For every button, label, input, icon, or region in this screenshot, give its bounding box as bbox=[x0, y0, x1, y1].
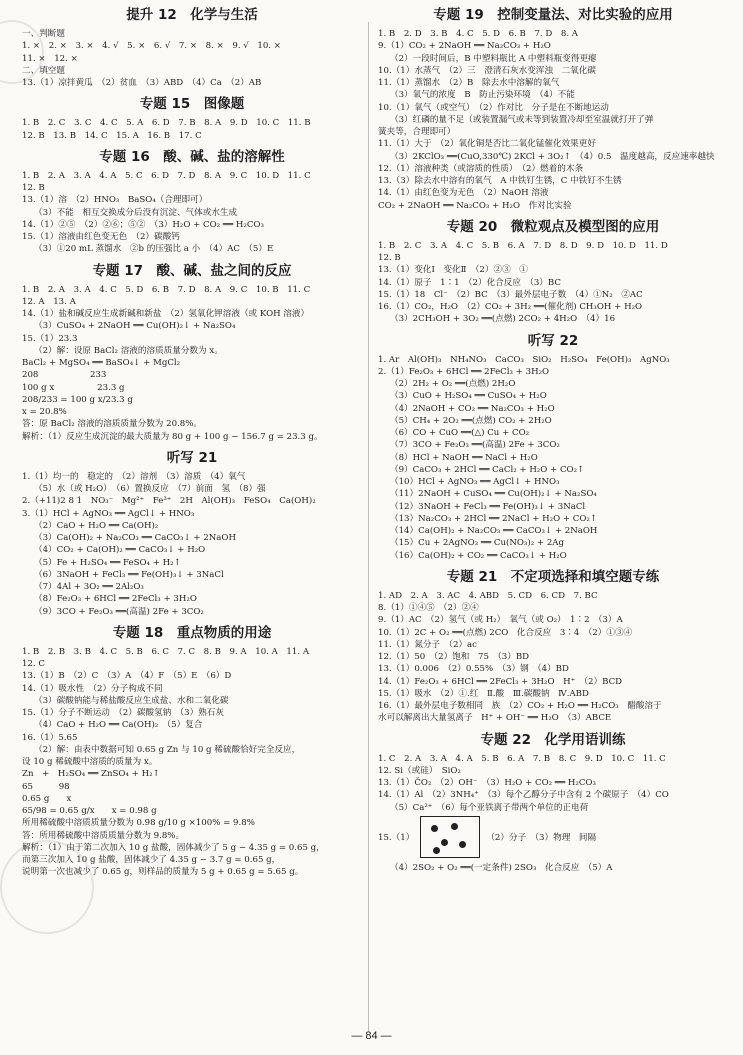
answer-line: （2）解：由表中数据可知 0.65 g Zn 与 10 g 稀硫酸恰好完全反应， bbox=[34, 744, 301, 755]
answer-line: （5）CH₄ + 2O₂ ══(点燃) CO₂ + 2H₂O bbox=[390, 415, 552, 426]
answer-line: 14.（1）吸水性 （2）分子构成不同 bbox=[22, 683, 163, 694]
answer-line: 1. Ar Al(OH)₃ NH₄NO₃ CaCO₃ SiO₂ H₂SO₄ Fe(OH)₃ AgNO₃ bbox=[378, 354, 670, 365]
section-title: 听写 22 bbox=[527, 332, 579, 349]
answer-text: （2）分子 （3）物理 间隔 bbox=[486, 832, 597, 843]
answer-line: Zn + H₂SO₄ ══ ZnSO₄ + H₂↑ bbox=[22, 769, 160, 780]
answer-line: 15.（1）分子不断运动 （2）碳酸氢钠 （3）熟石灰 bbox=[22, 708, 224, 718]
answer-line: 12.（1）50 （2）饱和 75 （3）BD bbox=[378, 652, 530, 662]
atom-dot bbox=[441, 839, 448, 846]
answer-line: （14）Ca(OH)₂ + Na₂CO₃ ══ CaCO₃↓ + 2NaOH bbox=[390, 526, 598, 536]
answer-line: 14.（1）②⑤ （2）②⑥；⑤② （3）H₂O + CO₂ ══ H₂CO₃ bbox=[22, 219, 264, 230]
answer-line: 所用稀硫酸中溶质质量分数为 0.98 g/10 g ×100% = 9.8% bbox=[22, 818, 255, 829]
atom-dot bbox=[451, 823, 458, 830]
section-title: 专题 19 控制变量法、对比实验的应用 bbox=[433, 7, 673, 23]
section-title: 提升 12 化学与生活 bbox=[126, 7, 258, 23]
answer-line: （8）HCl + NaOH ══ NaCl + H₂O bbox=[390, 452, 538, 463]
answer-line: 二、填空题 bbox=[22, 65, 65, 76]
section-title: 专题 21 不定项选择和填空题专练 bbox=[446, 568, 660, 585]
answer-line: （6）CO + CuO ══(△) Cu + CO₂ bbox=[390, 428, 530, 438]
answer-line: （2）2H₂ + O₂ ══(点燃) 2H₂O bbox=[390, 379, 516, 389]
answer-line: （12）3NaOH + FeCl₃ ══ Fe(OH)₃↓ + 3NaCl bbox=[390, 501, 586, 512]
answer-line: （4）2SO₂ + O₂ ══(一定条件) 2SO₃ 化合反应 （5）A bbox=[390, 862, 613, 873]
section-title: 听写 21 bbox=[166, 449, 218, 466]
answer-line: 16.（1）5.65 bbox=[22, 732, 78, 743]
answer-text: 15.（1） bbox=[378, 832, 415, 843]
answer-line: （2）一段时间后，B 中塑料瓶比 A 中塑料瓶变得更瘪 bbox=[390, 53, 597, 64]
answer-line: 13.（3）除去水中溶有的氧气 A 中铁钉生锈，C 中铁钉不生锈 bbox=[378, 176, 622, 186]
answer-line: （5）水（或 H₂O） （6）置换反应 （7）前面 氢 （8）强 bbox=[34, 484, 266, 494]
answer-line: 65/98 = 0.65 g/x x = 0.98 g bbox=[22, 806, 157, 816]
answer-line: 208/233 = 100 g x/23.3 g bbox=[22, 394, 133, 405]
answer-line: 1. B 2. A 3. A 4. C 5. D 6. B 7. D 8. A 9. C 10. B 11. C bbox=[22, 284, 311, 295]
answer-line: 1. B 2. C 3. A 4. C 5. B 6. A 7. D 8. D 9. D 10. D 11. D bbox=[378, 240, 668, 251]
answer-line: 13.（1）凉拌黄瓜 （2）贫血 （3）ABD （4）Ca （2）AB bbox=[22, 78, 262, 88]
answer-line: 0.65 g x bbox=[22, 793, 72, 804]
answer-line: （2）CaO + H₂O ══ Ca(OH)₂ bbox=[34, 520, 159, 531]
column-divider bbox=[368, 22, 369, 1032]
answer-line: 100 g x 23.3 g bbox=[22, 382, 125, 393]
answer-line: （8）Fe₂O₃ + 6HCl ══ 2FeCl₃ + 3H₂O bbox=[34, 594, 197, 605]
answer-line: 11.（1）蒸馏水 （2）B 除去水中溶解的氧气 bbox=[378, 78, 560, 88]
answer-line: 11.（1）氮分子 （2）ac bbox=[378, 639, 477, 650]
answer-line: （3）CuSO₄ + 2NaOH ══ Cu(OH)₂↓ + Na₂SO₄ bbox=[34, 321, 236, 332]
answer-line: （4）CaO + H₂O ══ Ca(OH)₂ （5）复合 bbox=[34, 720, 203, 731]
answer-line: 1. AD 2. A 3. AC 4. ABD 5. CD 6. CD 7. BC bbox=[378, 590, 598, 601]
answer-line: 12. A 13. A bbox=[22, 296, 76, 307]
answer-line: 10.（1）氧气（或空气） （2）作对比 分子是在不断地运动 bbox=[378, 102, 609, 113]
answer-line: 而第三次加入 10 g 盐酸，固体减少了 4.35 g − 3.7 g = 0.65 g， bbox=[22, 855, 281, 865]
answer-line: （3）CuO + H₂SO₄ ══ CuSO₄ + H₂O bbox=[390, 391, 547, 402]
answer-line: 12. B bbox=[378, 253, 401, 263]
answer-line: 解析：（1）反应生成沉淀的最大质量为 80 g + 100 g − 156.7 g = 23.3 g。 bbox=[22, 431, 323, 442]
answer-line: （3）不能 相互交换成分后没有沉淀、气体或水生成 bbox=[34, 207, 238, 218]
answer-line: 答：原 BaCl₂ 溶液的溶质质量分数为 20.8%。 bbox=[22, 419, 203, 430]
section-title: 专题 18 重点物质的用途 bbox=[112, 624, 272, 641]
answer-line: （3）氧气的浓度 B 防止污染环境 （4）不能 bbox=[390, 90, 575, 101]
answer-line: 10.（1）2C + O₂ ══(点燃) 2CO 化合反应 3∶4 （2）①③④ bbox=[378, 627, 633, 638]
answer-line: 15.（1）23.3 bbox=[22, 333, 78, 344]
answer-line: （6）3NaOH + FeCl₃ ══ Fe(OH)₃↓ + 3NaCl bbox=[34, 569, 224, 580]
answer-line: 1. B 2. C 3. C 4. C 5. A 6. D 7. B 8. A 9. D 10. C 11. B bbox=[22, 118, 311, 129]
answer-line: 14.（1）盐和碱反应生成新碱和新盐 （2）氢氧化钾溶液（或 KOH 溶液） bbox=[22, 309, 310, 319]
answer-line: 答：所用稀硫酸中溶质质量分数为 9.8%。 bbox=[22, 830, 185, 841]
atom-dot bbox=[459, 841, 466, 848]
answer-line: （7）3CO + Fe₂O₃ ══(高温) 2Fe + 3CO₂ bbox=[390, 440, 560, 451]
answer-line: 说明第一次也减少了 0.65 g，则样品的质量为 5 g + 0.65 g = 5.65 g。 bbox=[22, 867, 304, 878]
answer-line: 12.（1）溶液种类（或溶质的性质） （2）燃着的木条 bbox=[378, 163, 584, 174]
section-title: 专题 22 化学用语训练 bbox=[480, 731, 626, 748]
answer-line: 15.（1）溶液由红色变无色 （2）碳酸钙 bbox=[22, 232, 180, 242]
answer-line: （7）4Al + 3O₂ ══ 2Al₂O₃ bbox=[34, 582, 144, 592]
answer-line: 14.（1）原子 1∶1 （2）化合反应 （3）BC bbox=[378, 277, 561, 288]
answer-line: 14.（1）由红色变为无色 （2）NaOH 溶液 bbox=[378, 188, 549, 199]
answer-line: （9）CaCO₃ + 2HCl ══ CaCl₂ + H₂O + CO₂↑ bbox=[390, 464, 585, 475]
answer-line: 3.（1）HCl + AgNO₃ ══ AgCl↓ + HNO₃ bbox=[22, 508, 195, 519]
atom-dot bbox=[431, 825, 438, 832]
atom-dot bbox=[433, 847, 440, 854]
answer-line: （4）CO₂ + Ca(OH)₂ ══ CaCO₃↓ + H₂O bbox=[34, 545, 206, 556]
answer-line: 簧夹等，合理即可） bbox=[378, 127, 456, 137]
answer-line: （9）3CO + Fe₂O₃ ══(高温) 2Fe + 3CO₂ bbox=[34, 606, 204, 617]
answer-line: 1. B 2. B 3. B 4. C 5. B 6. C 7. C 8. B 9. A 10. A 11. A bbox=[22, 646, 310, 657]
answer-line: 一、判断题 bbox=[22, 29, 65, 39]
answer-line: 13.（1）B （2）C （3）A （4）F （5）E （6）D bbox=[22, 671, 232, 682]
answer-line: 12. C bbox=[22, 659, 45, 669]
answer-line: 13.（1）变化Ⅰ 变化Ⅱ （2）②③ ① bbox=[378, 265, 528, 276]
answer-line: （11）2NaOH + CuSO₄ ══ Cu(OH)₂↓ + Na₂SO₄ bbox=[390, 489, 597, 500]
answer-line: （3）红磷的量不足（或装置漏气或未等到装置冷却至室温就打开了弹 bbox=[390, 114, 654, 125]
answer-line: （2）解：设原 BaCl₂ 溶液的溶质质量分数为 x。 bbox=[34, 345, 223, 356]
answer-line: 16.（1）最外层电子数相同 族 （2）CO₂ + H₂O ══ H₂CO₃ 醋酸溶于 bbox=[378, 701, 662, 711]
answer-line: （15）Cu + 2AgNO₃ ══ Cu(NO₃)₂ + 2Ag bbox=[390, 538, 565, 549]
answer-line: （10）HCl + AgNO₃ ══ AgCl↓ + HNO₃ bbox=[390, 477, 560, 487]
left-column bbox=[22, 0, 362, 879]
answer-line: 1. B 2. D 3. B 4. C 5. D 6. B 7. D 8. A bbox=[378, 29, 579, 39]
answer-line: 2.（+11)2 8 1 NO₃⁻ Mg²⁺ Fe³⁺ 2H Al(OH)₃ FeSO₄ Ca(OH)₂ bbox=[22, 496, 316, 507]
answer-line: （16）Ca(OH)₂ + CO₂ ══ CaCO₃↓ + H₂O bbox=[390, 550, 567, 561]
answer-line: 12. Si（或硅） SiO₂ bbox=[378, 765, 461, 776]
answer-line: 14.（1）Al （2）3NH₄⁺ （3）每个乙醇分子中含有 2 个碳原子 （4）CO bbox=[378, 790, 669, 801]
answer-line: 9.（1）CO₂ + 2NaOH ══ Na₂CO₃ + H₂O bbox=[378, 41, 551, 52]
answer-line: 12. B 13. B 14. C 15. A 16. B 17. C bbox=[22, 130, 202, 141]
section-title: 专题 16 酸、碱、盐的溶解性 bbox=[99, 148, 285, 165]
answer-line: x = 20.8% bbox=[22, 407, 67, 417]
answer-line: 11. × 12. × bbox=[22, 53, 78, 64]
answer-line-with-model bbox=[378, 814, 728, 862]
answer-line: BaCl₂ + MgSO₄ ══ BaSO₄↓ + MgCl₂ bbox=[22, 358, 181, 368]
answer-line: 1.（1）均一的 稳定的 （2）溶剂 （3）溶质 （4）氧气 bbox=[22, 471, 246, 482]
answer-line: 11.（1）大于 （2）氧化铜是否比二氧化锰催化效果更好 bbox=[378, 139, 596, 150]
answer-line: 8.（1）①④⑤ （2）②④ bbox=[378, 603, 479, 613]
answer-line: 解析：（1）由于第二次加入 10 g 盐酸，固体减少了 5 g − 4.35 g = 0.65 g， bbox=[22, 842, 325, 853]
answer-line: 14.（1）Fe₂O₃ + 6HCl ══ 2FeCl₃ + 3H₂O H⁺ （2）BCD bbox=[378, 676, 623, 687]
section-title: 专题 15 图像题 bbox=[139, 96, 245, 113]
answer-line: 1. B 2. A 3. A 4. A 5. C 6. D 7. D 8. A 9. C 10. D 11. C bbox=[22, 170, 311, 181]
answer-line: （3）2KClO₃ ══(CuO,330℃) 2KCl + 3O₂↑ （4）0.5 温度越高，反应速率越快 bbox=[390, 151, 715, 162]
answer-line: 15.（1）18 Cl⁻ （2）BC （3）最外层电子数 （4）①N₂ ②AC bbox=[378, 289, 643, 300]
answer-line: 65 98 bbox=[22, 781, 70, 792]
answer-line: （4）2NaOH + CO₂ ══ Na₂CO₃ + H₂O bbox=[390, 403, 555, 414]
answer-line: （5）Ca²⁺ （6）每个亚铁离子带两个单位的正电荷 bbox=[390, 802, 589, 813]
right-column bbox=[378, 0, 728, 874]
answer-line: 12. B bbox=[22, 183, 45, 193]
answer-line: 10.（1）水蒸气 （2）三 澄清石灰水变浑浊 二氧化碳 bbox=[378, 65, 596, 76]
answer-line: 13.（1）C̊O₂ （2）OH⁻ （3）H₂O + CO₂ ══ H₂CO₃ bbox=[378, 778, 596, 788]
answer-line: CO₂ + 2NaOH ══ Na₂CO₃ + H₂O 作对比实验 bbox=[378, 200, 572, 211]
answer-line: 水可以解离出大量氢离子 H⁺ + OH⁻ ══ H₂O （3）ABCE bbox=[378, 713, 612, 724]
answer-line: 13.（1）0.006 （2）0.55% （3）钢 （4）BD bbox=[378, 664, 569, 675]
answer-line: 2.（1）Fe₂O₃ + 6HCl ══ 2FeCl₃ + 3H₂O bbox=[378, 366, 550, 377]
answer-line: 13.（1）溶 （2）HNO₃ BaSO₄（合理即可） bbox=[22, 195, 208, 206]
section-title: 专题 20 微粒观点及模型图的应用 bbox=[446, 218, 660, 235]
answer-line: （13）Na₂CO₃ + 2HCl ══ 2NaCl + H₂O + CO₂↑ bbox=[390, 513, 598, 524]
answer-line: 1. C 2. A 3. A 4. A 5. B 6. A 7. B 8. C 9. D 10. C 11. C bbox=[378, 753, 666, 764]
answer-line: （3）2CH₃OH + 3O₂ ══(点燃) 2CO₂ + 4H₂O （4）16 bbox=[390, 314, 616, 325]
answer-line: 设 10 g 稀硫酸中溶质的质量为 x。 bbox=[22, 757, 158, 767]
answer-line: 16.（1）CO₂，H₂O （2）CO₂ + 3H₂ ══(催化剂) CH₃OH + H₂O bbox=[378, 302, 643, 312]
answer-line: 15.（1）吸水 （2）①.红 Ⅱ.酸 Ⅲ.碳酸钠 Ⅳ.ABD bbox=[378, 688, 589, 699]
answer-line: 1. × 2. × 3. × 4. √ 5. × 6. √ 7. × 8. × 9. √ 10. × bbox=[22, 41, 281, 52]
section-title: 专题 17 酸、碱、盐之间的反应 bbox=[92, 262, 292, 279]
answer-line: （5）Fe + H₂SO₄ ══ FeSO₄ + H₂↑ bbox=[34, 557, 181, 568]
answer-line: 208 233 bbox=[22, 370, 107, 381]
answer-line: 9.（1）AC （2）氢气（或 H₂） 氧气（或 O₂） 1∶2 （3）A bbox=[378, 615, 623, 626]
page-number: — 84 — bbox=[351, 1030, 392, 1042]
answer-line: （3）碳酸钠能与稀盐酸反应生成盐、水和二氧化碳 bbox=[34, 695, 229, 706]
answer-line: （3）Ca(OH)₂ + Na₂CO₃ ══ CaCO₃↓ + 2NaOH bbox=[34, 533, 236, 543]
molecule-model-diagram bbox=[420, 816, 480, 858]
answer-line: （3）①20 mL 蒸馏水 ②b 的压强比 a 小 （4）AC （5）E bbox=[34, 244, 274, 255]
